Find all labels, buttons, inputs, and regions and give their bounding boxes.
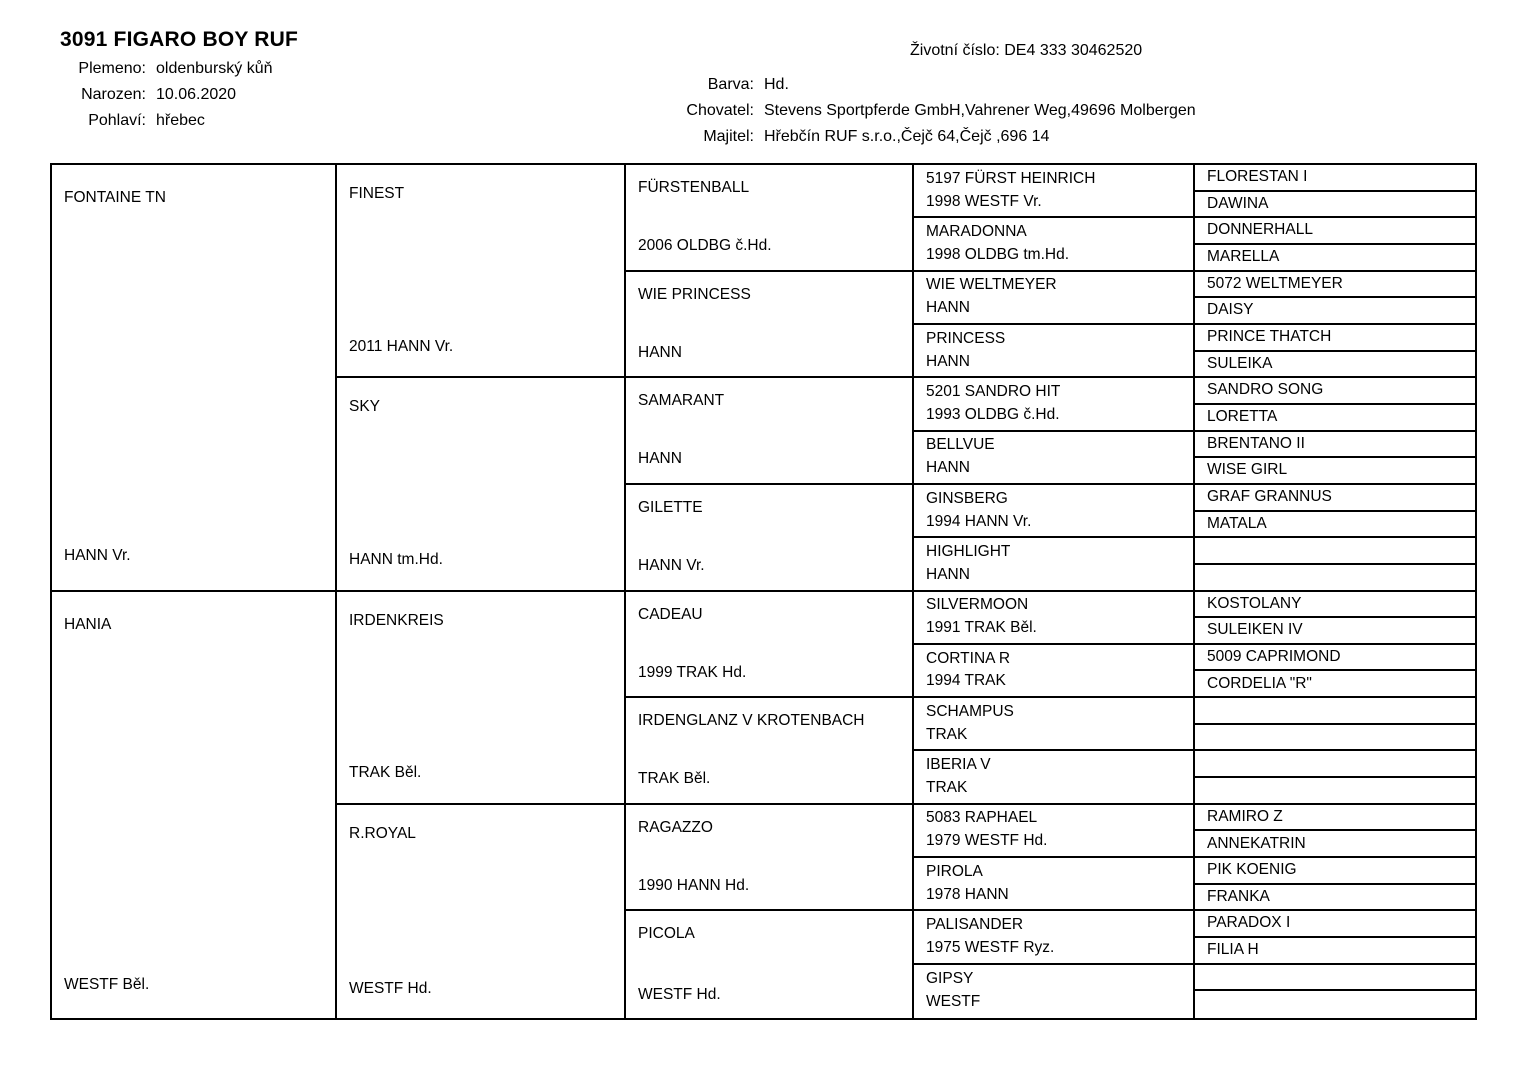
- horse-breed: HANN: [638, 450, 682, 468]
- pedigree-cell-gen5: SULEIKA: [1195, 352, 1475, 379]
- pedigree-cell-gen5: SULEIKEN IV: [1195, 618, 1475, 645]
- pedigree-cell-gen1: [52, 592, 335, 1019]
- horse-breed: HANN tm.Hd.: [349, 551, 443, 569]
- pedigree-cell-gen4: [914, 805, 1193, 858]
- pedigree-table: [50, 163, 1477, 1020]
- page-title: 3091 FIGARO BOY RUF: [60, 28, 298, 51]
- horse-name: CORTINA R: [926, 649, 1011, 667]
- detail-row-breeder: [660, 102, 1527, 128]
- horse-name: R.ROYAL: [349, 824, 416, 842]
- horse-breed: 1994 TRAK: [926, 672, 1006, 690]
- pedigree-column-gen5: [1195, 165, 1475, 1018]
- header-right-details: [660, 76, 1527, 154]
- pedigree-cell-gen5: PARADOX I: [1195, 911, 1475, 938]
- horse-breed: HANN: [638, 343, 682, 361]
- horse-name: SKY: [349, 398, 381, 416]
- pedigree-cell-gen4: [914, 911, 1193, 964]
- horse-breed: 1998 OLDBG tm.Hd.: [926, 245, 1070, 263]
- horse-name: MARADONNA: [926, 223, 1027, 241]
- pedigree-cell-gen4: [914, 592, 1193, 645]
- pedigree-cell-gen2: [337, 592, 624, 805]
- horse-breed: HANN Vr.: [64, 547, 131, 565]
- pedigree-cell-gen5: BRENTANO II: [1195, 432, 1475, 459]
- pedigree-cell-gen4: [914, 218, 1193, 271]
- horse-breed: WESTF Hd.: [638, 985, 721, 1003]
- pedigree-cell-gen1: [52, 165, 335, 592]
- owner-label: Majitel:: [703, 128, 754, 145]
- pedigree-cell-gen5: [1195, 778, 1475, 805]
- pedigree-cell-gen5: DAWINA: [1195, 192, 1475, 219]
- pedigree-cell-gen3: [626, 378, 912, 485]
- horse-name: GIPSY: [926, 970, 974, 988]
- horse-breed: 2006 OLDBG č.Hd.: [638, 237, 772, 255]
- pedigree-cell-gen5: DAISY: [1195, 298, 1475, 325]
- pedigree-cell-gen5: [1195, 965, 1475, 992]
- horse-breed: 1991 TRAK Běl.: [926, 619, 1037, 637]
- pedigree-cell-gen3: [626, 165, 912, 272]
- pedigree-cell-gen4: [914, 432, 1193, 485]
- horse-breed: 1978 HANN: [926, 885, 1009, 903]
- horse-breed: WESTF Hd.: [349, 979, 432, 997]
- horse-breed: WESTF: [926, 993, 981, 1011]
- pedigree-cell-gen3: [626, 592, 912, 699]
- horse-name: WIE WELTMEYER: [926, 276, 1057, 294]
- horse-name: PRINCESS: [926, 329, 1006, 347]
- color-label: Barva:: [707, 76, 754, 93]
- horse-name: SILVERMOON: [926, 596, 1029, 614]
- breeder-value: Stevens Sportpferde GmbH,Vahrener Weg,49696 Molbergen: [764, 102, 1196, 119]
- horse-name: PIROLA: [926, 862, 983, 880]
- pedigree-cell-gen2: [337, 805, 624, 1018]
- document-header: [60, 28, 1480, 145]
- horse-breed: WESTF Běl.: [64, 975, 150, 993]
- breed-value: oldenburský kůň: [156, 60, 273, 77]
- pedigree-cell-gen3: [626, 272, 912, 379]
- pedigree-column-gen1: [52, 165, 337, 1018]
- pedigree-cell-gen5: PIK KOENIG: [1195, 858, 1475, 885]
- pedigree-cell-gen4: [914, 751, 1193, 804]
- pedigree-column-gen4: [914, 165, 1195, 1018]
- horse-name: IRDENGLANZ V KROTENBACH: [638, 712, 865, 730]
- pedigree-cell-gen5: 5009 CAPRIMOND: [1195, 645, 1475, 672]
- sex-label: Pohlaví:: [88, 112, 146, 129]
- pedigree-cell-gen5: MATALA: [1195, 512, 1475, 539]
- sex-value: hřebec: [156, 112, 205, 129]
- pedigree-cell-gen5: KOSTOLANY: [1195, 592, 1475, 619]
- horse-name: WIE PRINCESS: [638, 285, 751, 303]
- owner-value: Hřebčín RUF s.r.o.,Čejč 64,Čejč ,696 14: [764, 128, 1050, 145]
- breeder-label: Chovatel:: [686, 102, 754, 119]
- pedigree-cell-gen4: [914, 378, 1193, 431]
- pedigree-cell-gen2: [337, 378, 624, 591]
- pedigree-cell-gen5: [1195, 751, 1475, 778]
- pedigree-cell-gen3: [626, 485, 912, 592]
- horse-breed: 1998 WESTF Vr.: [926, 192, 1042, 210]
- detail-row-color: [660, 76, 1527, 102]
- pedigree-column-gen2: [337, 165, 626, 1018]
- pedigree-cell-gen5: FRANKA: [1195, 885, 1475, 912]
- pedigree-cell-gen5: FLORESTAN I: [1195, 165, 1475, 192]
- pedigree-cell-gen5: PRINCE THATCH: [1195, 325, 1475, 352]
- horse-breed: HANN: [926, 352, 970, 370]
- horse-name: BELLVUE: [926, 436, 995, 454]
- horse-name: PALISANDER: [926, 916, 1024, 934]
- pedigree-cell-gen5: ANNEKATRIN: [1195, 831, 1475, 858]
- horse-breed: TRAK: [926, 779, 968, 797]
- color-value: Hd.: [764, 76, 789, 93]
- pedigree-cell-gen5: SANDRO SONG: [1195, 378, 1475, 405]
- horse-breed: 1990 HANN Hd.: [638, 876, 750, 894]
- horse-breed: 1979 WESTF Hd.: [926, 832, 1048, 850]
- horse-breed: 1993 OLDBG č.Hd.: [926, 405, 1060, 423]
- birthdate-label: Narozen:: [81, 86, 146, 103]
- horse-breed: 2011 HANN Vr.: [349, 337, 454, 355]
- detail-row-owner: [660, 128, 1527, 154]
- horse-name: HIGHLIGHT: [926, 542, 1011, 560]
- pedigree-cell-gen5: [1195, 565, 1475, 592]
- horse-breed: HANN: [926, 459, 970, 477]
- pedigree-cell-gen5: WISE GIRL: [1195, 458, 1475, 485]
- pedigree-cell-gen3: [626, 911, 912, 1018]
- breed-label: Plemeno:: [78, 60, 146, 77]
- pedigree-cell-gen4: [914, 165, 1193, 218]
- pedigree-cell-gen3: [626, 805, 912, 912]
- horse-name: PICOLA: [638, 925, 695, 943]
- horse-name: FÜRSTENBALL: [638, 179, 750, 196]
- life-number: Životní číslo: DE4 333 30462520: [910, 42, 1143, 59]
- horse-name: FONTAINE TN: [64, 189, 166, 206]
- pedigree-cell-gen3: [626, 698, 912, 805]
- pedigree-cell-gen5: RAMIRO Z: [1195, 805, 1475, 832]
- horse-name: 5197 FÜRST HEINRICH: [926, 169, 1096, 187]
- pedigree-cell-gen4: [914, 645, 1193, 698]
- horse-name: 5201 SANDRO HIT: [926, 382, 1061, 400]
- horse-breed: 1999 TRAK Hd.: [638, 663, 747, 681]
- horse-name: FINEST: [349, 185, 405, 202]
- horse-name: HANIA: [64, 615, 112, 633]
- horse-name: GINSBERG: [926, 489, 1008, 507]
- horse-name: IBERIA V: [926, 756, 991, 774]
- pedigree-cell-gen5: 5072 WELTMEYER: [1195, 272, 1475, 299]
- horse-breed: 1994 HANN Vr.: [926, 512, 1032, 530]
- pedigree-cell-gen2: [337, 165, 624, 378]
- pedigree-cell-gen5: [1195, 538, 1475, 565]
- horse-breed: HANN: [926, 565, 970, 583]
- pedigree-column-gen3: [626, 165, 914, 1018]
- horse-breed: TRAK Běl.: [349, 764, 422, 782]
- pedigree-cell-gen4: [914, 858, 1193, 911]
- pedigree-cell-gen5: DONNERHALL: [1195, 218, 1475, 245]
- pedigree-cell-gen4: [914, 325, 1193, 378]
- horse-name: RAGAZZO: [638, 818, 713, 836]
- pedigree-cell-gen5: GRAF GRANNUS: [1195, 485, 1475, 512]
- pedigree-cell-gen5: MARELLA: [1195, 245, 1475, 272]
- horse-breed: 1975 WESTF Ryz.: [926, 939, 1055, 957]
- horse-name: 5083 RAPHAEL: [926, 809, 1038, 827]
- pedigree-cell-gen4: [914, 538, 1193, 591]
- horse-name: GILETTE: [638, 498, 703, 516]
- pedigree-cell-gen5: CORDELIA "R": [1195, 671, 1475, 698]
- horse-name: IRDENKREIS: [349, 611, 444, 629]
- horse-breed: TRAK: [926, 725, 968, 743]
- horse-breed: HANN: [926, 299, 970, 317]
- pedigree-cell-gen5: [1195, 725, 1475, 752]
- pedigree-cell-gen4: [914, 272, 1193, 325]
- pedigree-cell-gen5: [1195, 698, 1475, 725]
- horse-name: SAMARANT: [638, 392, 725, 410]
- pedigree-cell-gen4: [914, 698, 1193, 751]
- pedigree-cell-gen4: [914, 485, 1193, 538]
- horse-name: CADEAU: [638, 605, 703, 623]
- pedigree-cell-gen5: FILIA H: [1195, 938, 1475, 965]
- birthdate-value: 10.06.2020: [156, 86, 237, 103]
- horse-breed: HANN Vr.: [638, 557, 705, 575]
- pedigree-cell-gen4: [914, 965, 1193, 1018]
- pedigree-cell-gen5: [1195, 991, 1475, 1018]
- horse-name: SCHAMPUS: [926, 702, 1014, 720]
- pedigree-cell-gen5: LORETTA: [1195, 405, 1475, 432]
- horse-breed: TRAK Běl.: [638, 770, 711, 788]
